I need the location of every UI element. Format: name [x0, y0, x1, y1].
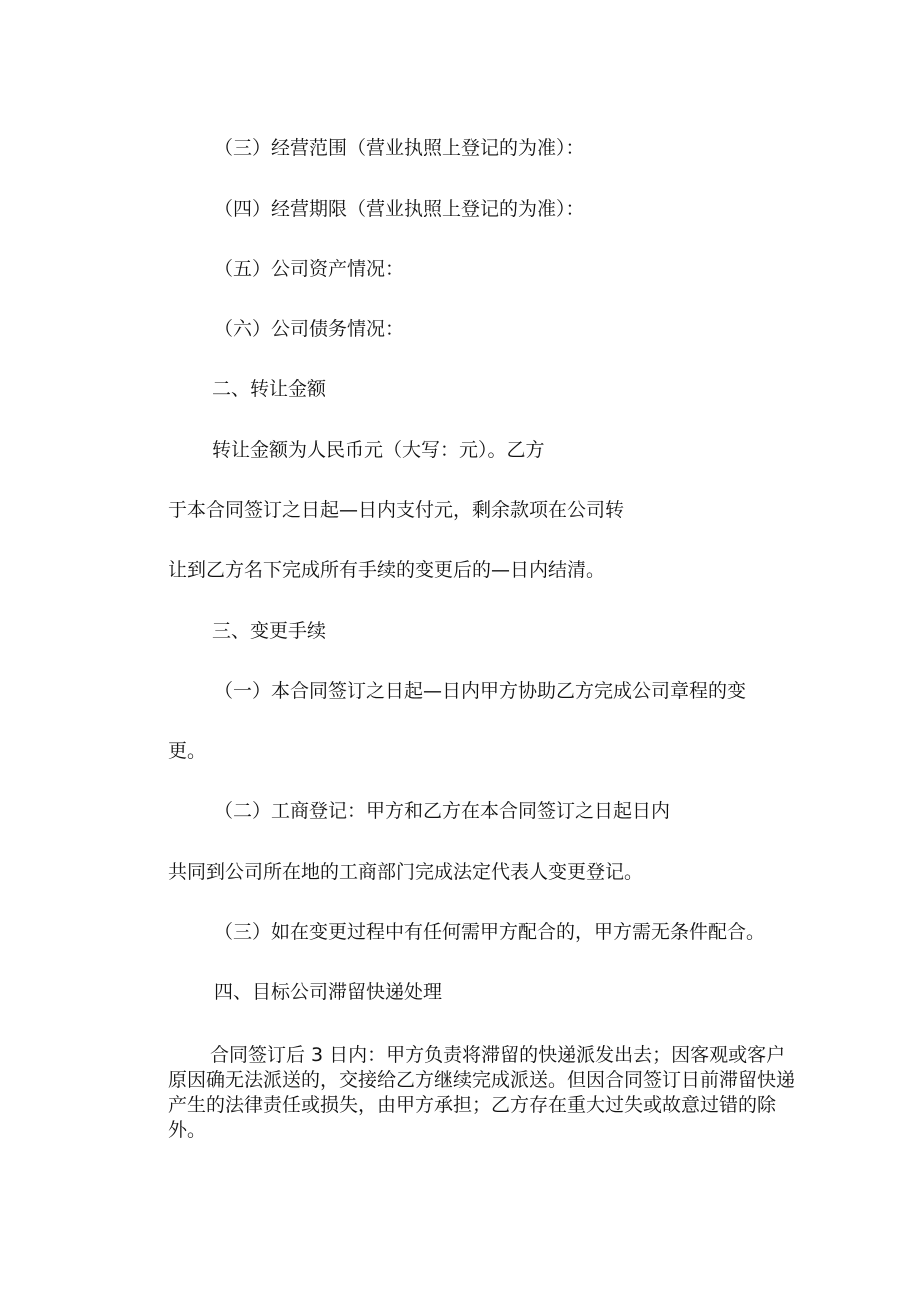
section-heading-transfer-amount: 二、转让金额 [212, 378, 327, 400]
change-item-1-line-1: （一）本合同签订之日起—日内甲方协助乙方完成公司章程的变 [214, 680, 747, 702]
change-item-2-line-2: 共同到公司所在地的工商部门完成法定代表人变更登记。 [168, 861, 644, 883]
transfer-amount-line-2: 于本合同签订之日起—日内支付元，剩余款项在公司转 [168, 499, 625, 521]
section-heading-express-handling: 四、目标公司滞留快递处理 [214, 981, 443, 1003]
section-heading-change-procedures: 三、变更手续 [212, 620, 327, 642]
transfer-amount-line-3: 让到乙方名下完成所有手续的变更后的—日内结清。 [168, 559, 606, 581]
company-assets-item: （五）公司资产情况： [214, 258, 405, 280]
change-item-2-line-1: （二）工商登记：甲方和乙方在本合同签订之日起日内 [214, 800, 671, 822]
business-term-item: （四）经营期限（营业执照上登记的为准）： [214, 198, 585, 220]
business-scope-item: （三）经营范围（营业执照上登记的为准）： [214, 137, 585, 159]
transfer-amount-line-1: 转让金额为人民币元（大写：元）。乙方 [212, 439, 545, 461]
change-item-1-line-2: 更。 [168, 740, 207, 762]
express-handling-paragraph: 合同签订后 3 日内：甲方负责将滞留的快递派发出去；因客观或客户原因确无法派送的，交接给乙方继续完成派送。但因合同签订日前滞留快递产生的法律责任或损失，由甲方承担；乙方存在重大过失或故意过错的除外。 [168, 1044, 796, 1141]
company-debts-item: （六）公司债务情况： [214, 318, 405, 340]
change-item-3: （三）如在变更过程中有任何需甲方配合的，甲方需无条件配合。 [214, 921, 766, 943]
